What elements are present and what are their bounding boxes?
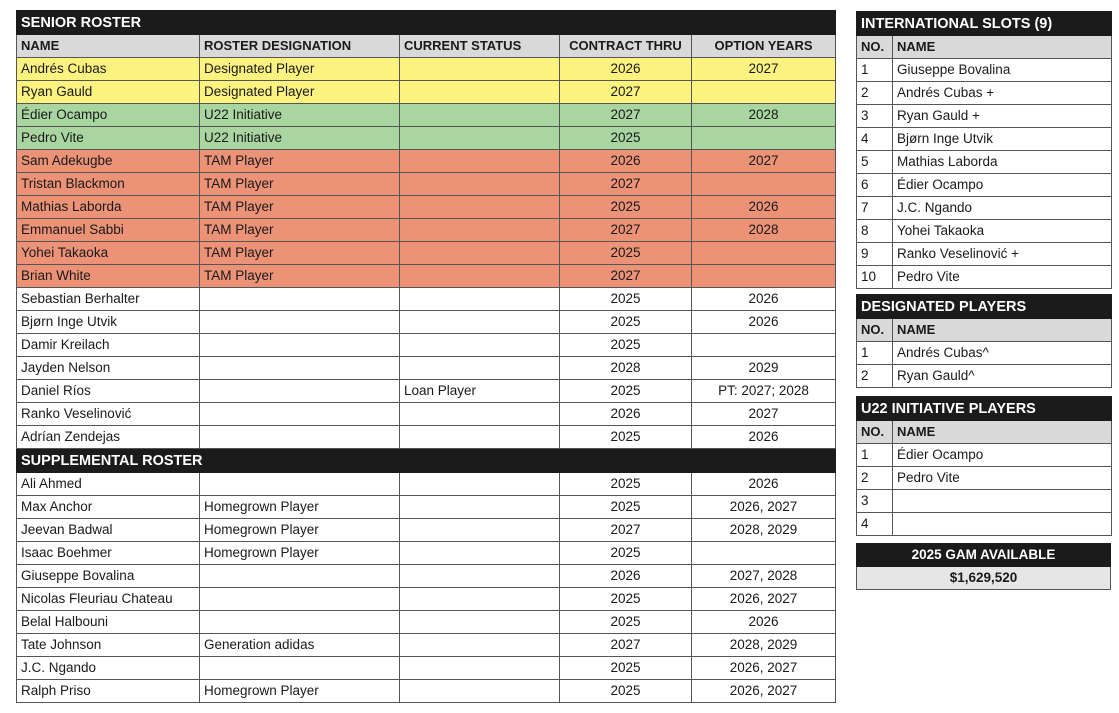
slot-number: 10 (857, 266, 893, 289)
player-name: Ralph Priso (17, 680, 200, 703)
table-row (17, 634, 836, 657)
table-row (17, 657, 836, 680)
player-name: Ranko Veselinović (17, 403, 200, 426)
player-name: Emmanuel Sabbi (17, 219, 200, 242)
roster-designation: Homegrown Player (200, 496, 400, 519)
roster-designation: U22 Initiative (200, 104, 400, 127)
option-years: 2026, 2027 (692, 588, 836, 611)
player-name: Pedro Vite (893, 467, 1112, 490)
roster-designation: TAM Player (200, 242, 400, 265)
player-name: Nicolas Fleuriau Chateau (17, 588, 200, 611)
table-row (17, 565, 836, 588)
roster-designation: Generation adidas (200, 634, 400, 657)
option-years: 2028 (692, 104, 836, 127)
current-status (400, 127, 560, 150)
roster-designation: Homegrown Player (200, 519, 400, 542)
table-row (17, 242, 836, 265)
table-row (857, 174, 1112, 197)
dp-no-header: NO. (857, 319, 893, 342)
option-years: 2026, 2027 (692, 680, 836, 703)
player-name: Giuseppe Bovalina (17, 565, 200, 588)
table-row (17, 542, 836, 565)
contract-thru: 2026 (560, 58, 692, 81)
current-status (400, 173, 560, 196)
option-years (692, 81, 836, 104)
player-name: Bjørn Inge Utvik (893, 128, 1112, 151)
slot-number: 6 (857, 174, 893, 197)
slot-number: 5 (857, 151, 893, 174)
slot-number: 7 (857, 197, 893, 220)
current-status (400, 496, 560, 519)
table-row (17, 265, 836, 288)
option-years (692, 542, 836, 565)
roster-designation (200, 565, 400, 588)
intl-no-header: NO. (857, 36, 893, 59)
player-name: Tristan Blackmon (17, 173, 200, 196)
player-name: Sam Adekugbe (17, 150, 200, 173)
player-name: Yohei Takaoka (893, 220, 1112, 243)
roster-designation (200, 288, 400, 311)
contract-thru: 2025 (560, 588, 692, 611)
slot-number: 8 (857, 220, 893, 243)
gam-title: 2025 GAM AVAILABLE (857, 544, 1111, 567)
senior-roster-table (16, 10, 836, 703)
option-years (692, 127, 836, 150)
contract-thru: 2025 (560, 334, 692, 357)
col-designation-header: ROSTER DESIGNATION (200, 35, 400, 58)
table-row (857, 128, 1112, 151)
option-years: 2026, 2027 (692, 496, 836, 519)
player-name: Brian White (17, 265, 200, 288)
slot-number: 3 (857, 490, 893, 513)
table-row (17, 311, 836, 334)
contract-thru: 2025 (560, 542, 692, 565)
slot-number: 2 (857, 467, 893, 490)
gam-table (856, 543, 1111, 590)
option-years: 2026 (692, 426, 836, 449)
current-status (400, 242, 560, 265)
col-status-header: CURRENT STATUS (400, 35, 560, 58)
option-years: 2027 (692, 58, 836, 81)
contract-thru: 2027 (560, 104, 692, 127)
col-name-header: NAME (17, 35, 200, 58)
player-name: Adrían Zendejas (17, 426, 200, 449)
table-row (17, 58, 836, 81)
table-row (857, 444, 1112, 467)
roster-designation (200, 657, 400, 680)
table-row (17, 334, 836, 357)
table-row (17, 196, 836, 219)
table-row (17, 380, 836, 403)
option-years: 2026 (692, 473, 836, 496)
contract-thru: 2025 (560, 311, 692, 334)
slot-number: 2 (857, 365, 893, 388)
roster-designation (200, 473, 400, 496)
player-name: Ryan Gauld (17, 81, 200, 104)
table-row (857, 365, 1112, 388)
current-status (400, 473, 560, 496)
table-row (17, 173, 836, 196)
table-row (17, 81, 836, 104)
designated-players-table (856, 294, 1112, 388)
roster-designation (200, 311, 400, 334)
senior-roster-title: SENIOR ROSTER (17, 11, 836, 35)
contract-thru: 2025 (560, 380, 692, 403)
current-status: Loan Player (400, 380, 560, 403)
option-years (692, 242, 836, 265)
player-name: Belal Halbouni (17, 611, 200, 634)
table-row (857, 513, 1112, 536)
player-name: Andrés Cubas + (893, 82, 1112, 105)
contract-thru: 2025 (560, 473, 692, 496)
table-row (17, 104, 836, 127)
current-status (400, 542, 560, 565)
col-contract-header: CONTRACT THRU (560, 35, 692, 58)
player-name: Tate Johnson (17, 634, 200, 657)
option-years: 2026 (692, 196, 836, 219)
gam-value: $1,629,520 (857, 567, 1111, 590)
contract-thru: 2025 (560, 288, 692, 311)
table-row (857, 220, 1112, 243)
player-name: Mathias Laborda (17, 196, 200, 219)
roster-designation: TAM Player (200, 150, 400, 173)
table-row (17, 611, 836, 634)
current-status (400, 611, 560, 634)
contract-thru: 2027 (560, 265, 692, 288)
contract-thru: 2028 (560, 357, 692, 380)
option-years: PT: 2027; 2028 (692, 380, 836, 403)
column-header-row (17, 35, 836, 58)
player-name: Bjørn Inge Utvik (17, 311, 200, 334)
table-row (17, 127, 836, 150)
contract-thru: 2027 (560, 81, 692, 104)
contract-thru: 2025 (560, 127, 692, 150)
option-years: 2027 (692, 150, 836, 173)
table-row (17, 219, 836, 242)
current-status (400, 58, 560, 81)
slot-number: 1 (857, 59, 893, 82)
current-status (400, 588, 560, 611)
player-name: Jayden Nelson (17, 357, 200, 380)
player-name (893, 490, 1112, 513)
roster-designation (200, 611, 400, 634)
roster-designation: U22 Initiative (200, 127, 400, 150)
option-years (692, 173, 836, 196)
player-name: J.C. Ngando (893, 197, 1112, 220)
slot-number: 1 (857, 444, 893, 467)
option-years (692, 265, 836, 288)
current-status (400, 265, 560, 288)
table-row (857, 105, 1112, 128)
u22-name-header: NAME (893, 421, 1112, 444)
current-status (400, 288, 560, 311)
u22-players-table (856, 396, 1112, 536)
roster-designation: TAM Player (200, 265, 400, 288)
current-status (400, 657, 560, 680)
slot-number: 4 (857, 128, 893, 151)
u22-no-header: NO. (857, 421, 893, 444)
roster-designation: Designated Player (200, 81, 400, 104)
current-status (400, 426, 560, 449)
option-years: 2027 (692, 403, 836, 426)
international-slots-title: INTERNATIONAL SLOTS (9) (857, 12, 1112, 36)
senior-roster-header (17, 11, 836, 35)
contract-thru: 2026 (560, 403, 692, 426)
table-row (17, 426, 836, 449)
international-slots-table (856, 11, 1112, 289)
table-row (17, 588, 836, 611)
roster-designation: TAM Player (200, 173, 400, 196)
current-status (400, 634, 560, 657)
slot-number: 2 (857, 82, 893, 105)
player-name: Édier Ocampo (17, 104, 200, 127)
option-years: 2028 (692, 219, 836, 242)
roster-designation: TAM Player (200, 196, 400, 219)
player-name: Andrés Cubas (17, 58, 200, 81)
roster-designation (200, 334, 400, 357)
table-row (17, 473, 836, 496)
table-row (17, 403, 836, 426)
player-name: Andrés Cubas^ (893, 342, 1112, 365)
player-name: Ryan Gauld + (893, 105, 1112, 128)
player-name: J.C. Ngando (17, 657, 200, 680)
option-years: 2026, 2027 (692, 657, 836, 680)
contract-thru: 2027 (560, 519, 692, 542)
player-name: Mathias Laborda (893, 151, 1112, 174)
table-row (17, 519, 836, 542)
table-row (857, 59, 1112, 82)
contract-thru: 2027 (560, 219, 692, 242)
contract-thru: 2025 (560, 680, 692, 703)
current-status (400, 196, 560, 219)
contract-thru: 2027 (560, 173, 692, 196)
player-name: Damir Kreilach (17, 334, 200, 357)
table-row (857, 342, 1112, 365)
current-status (400, 104, 560, 127)
current-status (400, 150, 560, 173)
table-row (857, 467, 1112, 490)
player-name: Max Anchor (17, 496, 200, 519)
player-name: Ranko Veselinović + (893, 243, 1112, 266)
table-row (857, 197, 1112, 220)
contract-thru: 2026 (560, 150, 692, 173)
table-row (17, 288, 836, 311)
table-row (857, 266, 1112, 289)
contract-thru: 2025 (560, 242, 692, 265)
designated-players-title: DESIGNATED PLAYERS (857, 295, 1112, 319)
player-name: Pedro Vite (17, 127, 200, 150)
player-name: Pedro Vite (893, 266, 1112, 289)
current-status (400, 311, 560, 334)
option-years: 2029 (692, 357, 836, 380)
intl-name-header: NAME (893, 36, 1112, 59)
player-name: Sebastian Berhalter (17, 288, 200, 311)
option-years: 2026 (692, 611, 836, 634)
player-name: Édier Ocampo (893, 444, 1112, 467)
option-years (692, 334, 836, 357)
current-status (400, 680, 560, 703)
contract-thru: 2025 (560, 496, 692, 519)
option-years: 2026 (692, 311, 836, 334)
roster-designation (200, 426, 400, 449)
slot-number: 1 (857, 342, 893, 365)
option-years: 2028, 2029 (692, 634, 836, 657)
player-name: Édier Ocampo (893, 174, 1112, 197)
table-row (857, 151, 1112, 174)
supplemental-roster-title: SUPPLEMENTAL ROSTER (17, 449, 836, 473)
contract-thru: 2026 (560, 565, 692, 588)
roster-designation: Homegrown Player (200, 542, 400, 565)
roster-designation: Designated Player (200, 58, 400, 81)
player-name: Daniel Ríos (17, 380, 200, 403)
current-status (400, 219, 560, 242)
table-row (17, 496, 836, 519)
table-row (857, 82, 1112, 105)
supplemental-roster-header (17, 449, 836, 473)
roster-designation (200, 357, 400, 380)
col-option-header: OPTION YEARS (692, 35, 836, 58)
player-name: Jeevan Badwal (17, 519, 200, 542)
player-name (893, 513, 1112, 536)
player-name: Ali Ahmed (17, 473, 200, 496)
slot-number: 9 (857, 243, 893, 266)
u22-players-title: U22 INITIATIVE PLAYERS (857, 397, 1112, 421)
player-name: Yohei Takaoka (17, 242, 200, 265)
contract-thru: 2027 (560, 634, 692, 657)
contract-thru: 2025 (560, 611, 692, 634)
table-row (17, 680, 836, 703)
table-row (17, 150, 836, 173)
option-years: 2027, 2028 (692, 565, 836, 588)
slot-number: 3 (857, 105, 893, 128)
player-name: Giuseppe Bovalina (893, 59, 1112, 82)
roster-designation: TAM Player (200, 219, 400, 242)
contract-thru: 2025 (560, 196, 692, 219)
roster-designation (200, 403, 400, 426)
current-status (400, 357, 560, 380)
table-row (857, 490, 1112, 513)
contract-thru: 2025 (560, 657, 692, 680)
current-status (400, 519, 560, 542)
current-status (400, 334, 560, 357)
current-status (400, 565, 560, 588)
option-years: 2028, 2029 (692, 519, 836, 542)
roster-designation: Homegrown Player (200, 680, 400, 703)
current-status (400, 403, 560, 426)
dp-name-header: NAME (893, 319, 1112, 342)
table-row (17, 357, 836, 380)
contract-thru: 2025 (560, 426, 692, 449)
option-years: 2026 (692, 288, 836, 311)
roster-designation (200, 380, 400, 403)
slot-number: 4 (857, 513, 893, 536)
table-row (857, 243, 1112, 266)
roster-designation (200, 588, 400, 611)
current-status (400, 81, 560, 104)
player-name: Isaac Boehmer (17, 542, 200, 565)
player-name: Ryan Gauld^ (893, 365, 1112, 388)
